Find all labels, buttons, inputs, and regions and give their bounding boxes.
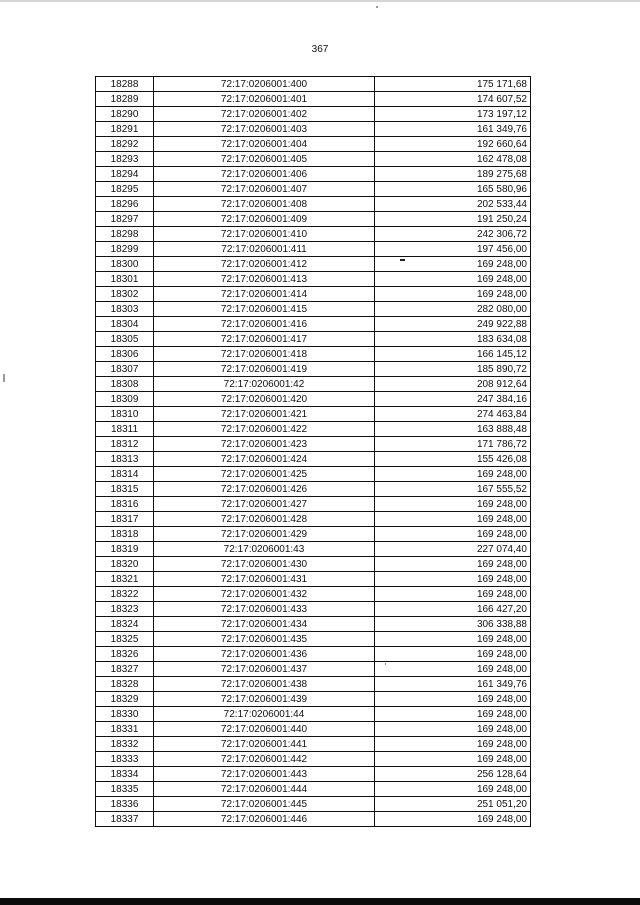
- row-number-cell: 18294: [96, 167, 154, 182]
- value-cell: 166 427,20: [375, 602, 531, 617]
- row-number-cell: 18313: [96, 452, 154, 467]
- cadastral-number-cell: 72:17:0206001:433: [154, 602, 375, 617]
- table-row: [96, 512, 531, 527]
- row-number-cell: 18332: [96, 737, 154, 752]
- table-row: [96, 107, 531, 122]
- cadastral-number-cell: 72:17:0206001:406: [154, 167, 375, 182]
- value-cell: 169 248,00: [375, 527, 531, 542]
- cadastral-number-cell: 72:17:0206001:415: [154, 302, 375, 317]
- table-row: [96, 692, 531, 707]
- cadastral-number-cell: 72:17:0206001:401: [154, 92, 375, 107]
- cadastral-number-cell: 72:17:0206001:423: [154, 437, 375, 452]
- value-cell: 249 922,88: [375, 317, 531, 332]
- value-cell: 161 349,76: [375, 677, 531, 692]
- table-row: [96, 647, 531, 662]
- cadastral-number-cell: 72:17:0206001:411: [154, 242, 375, 257]
- value-cell: 251 051,20: [375, 797, 531, 812]
- row-number-cell: 18289: [96, 92, 154, 107]
- cadastral-number-cell: 72:17:0206001:405: [154, 152, 375, 167]
- table-row: [96, 737, 531, 752]
- bottom-scan-edge: [0, 898, 640, 905]
- value-cell: 169 248,00: [375, 272, 531, 287]
- table-row: [96, 542, 531, 557]
- cadastral-number-cell: 72:17:0206001:427: [154, 497, 375, 512]
- table-row: [96, 722, 531, 737]
- value-cell: 306 338,88: [375, 617, 531, 632]
- table-row: [96, 557, 531, 572]
- table-row: [96, 782, 531, 797]
- table-row: [96, 632, 531, 647]
- row-number-cell: 18328: [96, 677, 154, 692]
- value-cell: 202 533,44: [375, 197, 531, 212]
- table-row: [96, 482, 531, 497]
- row-number-cell: 18301: [96, 272, 154, 287]
- cadastral-number-cell: 72:17:0206001:402: [154, 107, 375, 122]
- cadastral-number-cell: 72:17:0206001:420: [154, 392, 375, 407]
- table-row: [96, 812, 531, 827]
- row-number-cell: 18293: [96, 152, 154, 167]
- row-number-cell: 18311: [96, 422, 154, 437]
- cadastral-number-cell: 72:17:0206001:416: [154, 317, 375, 332]
- table-row: [96, 527, 531, 542]
- value-cell: 242 306,72: [375, 227, 531, 242]
- row-number-cell: 18307: [96, 362, 154, 377]
- table-row: [96, 587, 531, 602]
- table-row: [96, 572, 531, 587]
- row-number-cell: 18333: [96, 752, 154, 767]
- value-cell: 169 248,00: [375, 467, 531, 482]
- row-number-cell: 18304: [96, 317, 154, 332]
- cadastral-number-cell: 72:17:0206001:434: [154, 617, 375, 632]
- cadastral-number-cell: 72:17:0206001:410: [154, 227, 375, 242]
- value-cell: 169 248,00: [375, 812, 531, 827]
- value-cell: 197 456,00: [375, 242, 531, 257]
- cadastral-number-cell: 72:17:0206001:418: [154, 347, 375, 362]
- cadastral-number-cell: 72:17:0206001:424: [154, 452, 375, 467]
- table-row: [96, 77, 531, 92]
- row-number-cell: 18309: [96, 392, 154, 407]
- cadastral-number-cell: 72:17:0206001:432: [154, 587, 375, 602]
- row-number-cell: 18320: [96, 557, 154, 572]
- value-cell: 282 080,00: [375, 302, 531, 317]
- cadastral-number-cell: 72:17:0206001:412: [154, 257, 375, 272]
- value-cell: 169 248,00: [375, 752, 531, 767]
- value-cell: 227 074,40: [375, 542, 531, 557]
- row-number-cell: 18315: [96, 482, 154, 497]
- value-cell: 256 128,64: [375, 767, 531, 782]
- value-cell: 185 890,72: [375, 362, 531, 377]
- value-cell: 169 248,00: [375, 572, 531, 587]
- cadastral-number-cell: 72:17:0206001:445: [154, 797, 375, 812]
- cadastral-number-cell: 72:17:0206001:429: [154, 527, 375, 542]
- cadastral-number-cell: 72:17:0206001:435: [154, 632, 375, 647]
- cadastral-number-cell: 72:17:0206001:440: [154, 722, 375, 737]
- table-row: [96, 362, 531, 377]
- value-cell: 169 248,00: [375, 692, 531, 707]
- cadastral-number-cell: 72:17:0206001:441: [154, 737, 375, 752]
- cadastral-number-cell: 72:17:0206001:408: [154, 197, 375, 212]
- table-row: [96, 287, 531, 302]
- row-number-cell: 18300: [96, 257, 154, 272]
- value-cell: 169 248,00: [375, 722, 531, 737]
- row-number-cell: 18288: [96, 77, 154, 92]
- table-row: [96, 152, 531, 167]
- cadastral-number-cell: 72:17:0206001:436: [154, 647, 375, 662]
- table-row: [96, 797, 531, 812]
- left-margin-mark: [3, 374, 5, 382]
- row-number-cell: 18326: [96, 647, 154, 662]
- records-table-body: [96, 77, 531, 827]
- table-row: [96, 752, 531, 767]
- value-cell: 169 248,00: [375, 737, 531, 752]
- row-number-cell: 18335: [96, 782, 154, 797]
- table-row: [96, 407, 531, 422]
- value-cell: 167 555,52: [375, 482, 531, 497]
- row-number-cell: 18334: [96, 767, 154, 782]
- row-number-cell: 18337: [96, 812, 154, 827]
- cadastral-number-cell: 72:17:0206001:425: [154, 467, 375, 482]
- value-cell: 169 248,00: [375, 257, 531, 272]
- cadastral-number-cell: 72:17:0206001:439: [154, 692, 375, 707]
- value-cell: 163 888,48: [375, 422, 531, 437]
- value-cell: 169 248,00: [375, 557, 531, 572]
- cadastral-number-cell: 72:17:0206001:400: [154, 77, 375, 92]
- table-row: [96, 662, 531, 677]
- row-number-cell: 18296: [96, 197, 154, 212]
- row-number-cell: 18302: [96, 287, 154, 302]
- value-cell: 189 275,68: [375, 167, 531, 182]
- table-row: [96, 392, 531, 407]
- scan-speck: [385, 663, 386, 665]
- row-number-cell: 18331: [96, 722, 154, 737]
- table-row: [96, 167, 531, 182]
- table-row: [96, 257, 531, 272]
- row-number-cell: 18323: [96, 602, 154, 617]
- cadastral-number-cell: 72:17:0206001:442: [154, 752, 375, 767]
- scan-speck: [376, 6, 378, 8]
- table-row: [96, 617, 531, 632]
- value-cell: 247 384,16: [375, 392, 531, 407]
- row-number-cell: 18318: [96, 527, 154, 542]
- value-cell: 183 634,08: [375, 332, 531, 347]
- table-row: [96, 272, 531, 287]
- table-row: [96, 242, 531, 257]
- value-cell: 161 349,76: [375, 122, 531, 137]
- row-number-cell: 18336: [96, 797, 154, 812]
- cadastral-number-cell: 72:17:0206001:431: [154, 572, 375, 587]
- value-cell: 173 197,12: [375, 107, 531, 122]
- row-number-cell: 18298: [96, 227, 154, 242]
- top-scan-edge: [0, 0, 640, 2]
- cadastral-number-cell: 72:17:0206001:42: [154, 377, 375, 392]
- row-number-cell: 18291: [96, 122, 154, 137]
- cadastral-number-cell: 72:17:0206001:413: [154, 272, 375, 287]
- row-number-cell: 18324: [96, 617, 154, 632]
- cadastral-number-cell: 72:17:0206001:43: [154, 542, 375, 557]
- table-row: [96, 137, 531, 152]
- value-cell: 155 426,08: [375, 452, 531, 467]
- table-row: [96, 347, 531, 362]
- value-cell: 169 248,00: [375, 497, 531, 512]
- value-cell: 208 912,64: [375, 377, 531, 392]
- table-row: [96, 422, 531, 437]
- value-cell: 169 248,00: [375, 587, 531, 602]
- row-number-cell: 18322: [96, 587, 154, 602]
- table-row: [96, 767, 531, 782]
- row-number-cell: 18317: [96, 512, 154, 527]
- row-number-cell: 18321: [96, 572, 154, 587]
- cadastral-number-cell: 72:17:0206001:407: [154, 182, 375, 197]
- value-cell: 169 248,00: [375, 512, 531, 527]
- table-row: [96, 677, 531, 692]
- cadastral-number-cell: 72:17:0206001:419: [154, 362, 375, 377]
- value-cell: 169 248,00: [375, 632, 531, 647]
- table-row: [96, 332, 531, 347]
- cadastral-number-cell: 72:17:0206001:417: [154, 332, 375, 347]
- row-number-cell: 18330: [96, 707, 154, 722]
- row-number-cell: 18310: [96, 407, 154, 422]
- table-row: [96, 317, 531, 332]
- cadastral-number-cell: 72:17:0206001:404: [154, 137, 375, 152]
- value-cell: 169 248,00: [375, 662, 531, 677]
- cadastral-number-cell: 72:17:0206001:422: [154, 422, 375, 437]
- table-row: [96, 497, 531, 512]
- cadastral-number-cell: 72:17:0206001:414: [154, 287, 375, 302]
- table-row: [96, 302, 531, 317]
- value-cell: 162 478,08: [375, 152, 531, 167]
- row-number-cell: 18327: [96, 662, 154, 677]
- table-row: [96, 452, 531, 467]
- row-number-cell: 18325: [96, 632, 154, 647]
- value-cell: 165 580,96: [375, 182, 531, 197]
- row-number-cell: 18303: [96, 302, 154, 317]
- value-cell: 274 463,84: [375, 407, 531, 422]
- cadastral-number-cell: 72:17:0206001:438: [154, 677, 375, 692]
- cadastral-number-cell: 72:17:0206001:403: [154, 122, 375, 137]
- cadastral-number-cell: 72:17:0206001:426: [154, 482, 375, 497]
- cadastral-number-cell: 72:17:0206001:409: [154, 212, 375, 227]
- cadastral-number-cell: 72:17:0206001:44: [154, 707, 375, 722]
- value-cell: 175 171,68: [375, 77, 531, 92]
- table-row: [96, 182, 531, 197]
- value-cell: 191 250,24: [375, 212, 531, 227]
- value-cell: 174 607,52: [375, 92, 531, 107]
- table-row: [96, 437, 531, 452]
- value-cell: 192 660,64: [375, 137, 531, 152]
- stray-ink-mark: [400, 259, 405, 261]
- cadastral-number-cell: 72:17:0206001:444: [154, 782, 375, 797]
- cadastral-number-cell: 72:17:0206001:428: [154, 512, 375, 527]
- table-row: [96, 602, 531, 617]
- row-number-cell: 18306: [96, 347, 154, 362]
- table-row: [96, 707, 531, 722]
- cadastral-number-cell: 72:17:0206001:437: [154, 662, 375, 677]
- value-cell: 169 248,00: [375, 707, 531, 722]
- row-number-cell: 18297: [96, 212, 154, 227]
- value-cell: 169 248,00: [375, 782, 531, 797]
- cadastral-number-cell: 72:17:0206001:443: [154, 767, 375, 782]
- row-number-cell: 18319: [96, 542, 154, 557]
- row-number-cell: 18308: [96, 377, 154, 392]
- table-row: [96, 122, 531, 137]
- table-row: [96, 227, 531, 242]
- value-cell: 171 786,72: [375, 437, 531, 452]
- table-row: [96, 92, 531, 107]
- table-row: [96, 377, 531, 392]
- cadastral-number-cell: 72:17:0206001:421: [154, 407, 375, 422]
- records-table: [95, 76, 531, 827]
- row-number-cell: 18290: [96, 107, 154, 122]
- row-number-cell: 18314: [96, 467, 154, 482]
- value-cell: 166 145,12: [375, 347, 531, 362]
- table-row: [96, 212, 531, 227]
- row-number-cell: 18316: [96, 497, 154, 512]
- value-cell: 169 248,00: [375, 287, 531, 302]
- cadastral-number-cell: 72:17:0206001:446: [154, 812, 375, 827]
- row-number-cell: 18305: [96, 332, 154, 347]
- row-number-cell: 18295: [96, 182, 154, 197]
- cadastral-number-cell: 72:17:0206001:430: [154, 557, 375, 572]
- row-number-cell: 18292: [96, 137, 154, 152]
- table-row: [96, 467, 531, 482]
- page-number: 367: [311, 44, 329, 55]
- row-number-cell: 18329: [96, 692, 154, 707]
- table-row: [96, 197, 531, 212]
- row-number-cell: 18312: [96, 437, 154, 452]
- value-cell: 169 248,00: [375, 647, 531, 662]
- row-number-cell: 18299: [96, 242, 154, 257]
